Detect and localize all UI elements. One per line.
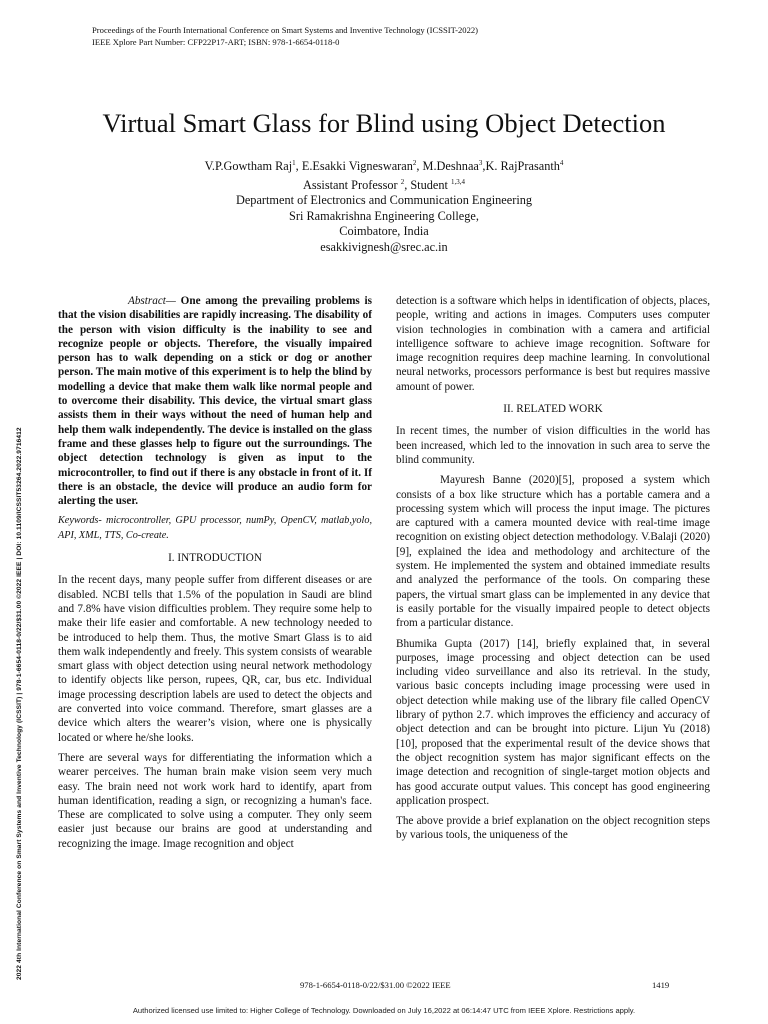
related-work-paragraph-2: Mayuresh Banne (2020)[5], proposed a system which consists of a box like structure which has a portable camera and a processing system which will process the input image. The pictures are captured with a camera mounted device with real-time image recognition on existing object detection methodology. V.Balaji (2020) [9], explained the idea and methodology and architecture of the system. He implemented the system and obtained immediate results and analyzed the performance of the tools. On comparing these papers, the virtual smart glass can be implemented in any device that is easily portable for the visually impaired people to detect objects from a particular distance. [396,474,710,630]
related-work-paragraph-4: The above provide a brief explanation on the object recognition steps by various tools, the uniqueness of the [396,815,710,842]
doi-side-strip: 2022 4th International Conference on Smart Systems and Inventive Technology (ICSSIT) | 978-1-6654-0118-0/22/$31.00 ©2022 IEEE | DOI: 10.1109/ICSSIT53264.2022.9716412 [16,427,23,980]
isbn-line: IEEE Xplore Part Number: CFP22P17-ART; ISBN: 978-1-6654-0118-0 [92,37,340,47]
department: Department of Electronics and Communication Engineering [235,193,533,208]
abstract-label: Abstract— [128,295,176,307]
author-roles: Assistant Professor $^2$, Student $^{1,3,4}$ [302,177,465,192]
left-column [58,294,372,857]
abstract [58,294,372,508]
author-names: V.P.Gowtham Raj$^1$, E.Esakki Vigneswaran$^2$, M.Deshnaa$^3$,K. RajPrasanth$^4$ [204,159,564,174]
section-introduction-title: I. INTRODUCTION [168,552,262,565]
right-column [396,294,710,849]
intro-paragraph-2: There are several ways for differentiating the information which a wearer perceives. The human brain make vision seem very much easy. The brain need not work work hard to identify, apart from human identification, reading a sign, or recognizing a human's face. These are complicated to solve using a computer. They only seem easier just because our brains are good at understanding and recognizing the image. Image recognition and object [58,751,372,850]
intro-paragraph-3: detection is a software which helps in identification of objects, places, people, writing and actions in images. Computers uses computer vision technologies in combination with a camera and artificial intelligence software to achieve image recognition. Software for image recognition requires deep machine learning. In convolutional neural networks, processors performance is best but requires massive amount of power. [396,295,710,393]
related-work-paragraph-1: In recent times, the number of vision difficulties in the world has been increased, which led to the innovation in such area to serve the blind community. [396,425,710,466]
paper-title: Virtual Smart Glass for Blind using Object Detection [102,108,666,138]
keywords: Keywords- microcontroller, GPU processor, numPy, OpenCV, matlab,yolo, API, XML, TTS, Co-create. [58,515,372,541]
location: Coimbatore, India [339,224,429,239]
intro-paragraph-1: In the recent days, many people suffer from different diseases or are disabled. NCBI tells that 1.5% of the population in Saudi are blind and 7.8% have vision difficulties problem. They require some help to make their life easier and comfortable. A new technology needed to be introduced to help them. Thus, the motive Smart Glass is to aid them walk independently and freely. This system consists of wearable smart glass with object detection using neural network methodology to identify objects like person, rupees, QR, car, bus etc. Individual image processing description labels are used to detect the objects and are converted into voice command. Therefore, smart glasses are a device which alters the wearer’s vision, where one is physically located or where he/she looks. [58,574,372,744]
related-work-paragraph-3: Bhumika Gupta (2017) [14], briefly explained that, in several purposes, image processing and object detection can be used including video surveillance and also its retrieval. In the study, various basic concepts including image processing were used in object detection while making use of the library file called OpenCV library of python 2.7. which improves the efficiency and accuracy of object detection and can be brought into picture. Lijun Yu (2018) [10], proposed that the experimental result of the device shows that the object recognition system has major significant effects on the image detection and recognition of single-target motion objects and has good accurate output values. This concept has good engineering application prospect. [396,637,710,807]
conference-header [92,24,478,48]
abstract-body: One among the prevailing problems is that the vision disabilities are rapidly increasing. The disability of the person with vision difficulty is the inability to see and recognize people or objects. Therefore, the visually impaired person has to walk depending on a stick or dog or another person. The main motive of this experiment is to help the blind by modelling a device that make them walk like normal people and to overcome their disability. This device, the virtual smart glass assists them in their ways without the need of human help and help them walk independently. The device is installed on the glass frame and these glasses help to figure out the surroundings. The object detection technology is given as input to the microcontroller, to find out if there is any obstacle in front of it. If there is an obstacle, the device will produce an audio form for alerting the user. [58,295,372,508]
section-related-work-title: II. RELATED WORK [503,403,603,416]
conference-name: Proceedings of the Fourth International Conference on Smart Systems and Inventive Technology (ICSSIT-2022) [92,25,479,35]
footer-copyright: 978-1-6654-0118-0/22/$31.00 ©2022 IEEE [300,980,451,990]
page-number: 1419 [652,980,670,990]
authorized-use-notice: Authorized licensed use limited to: Higher College of Technology. Downloaded on July 16,2022 at 06:14:47 UTC from IEEE Xplore. Restrictions apply. [132,1006,636,1015]
email: esakkivignesh@srec.ac.in [320,239,448,254]
college: Sri Ramakrishna Engineering College, [289,208,479,223]
author-block [0,156,768,255]
